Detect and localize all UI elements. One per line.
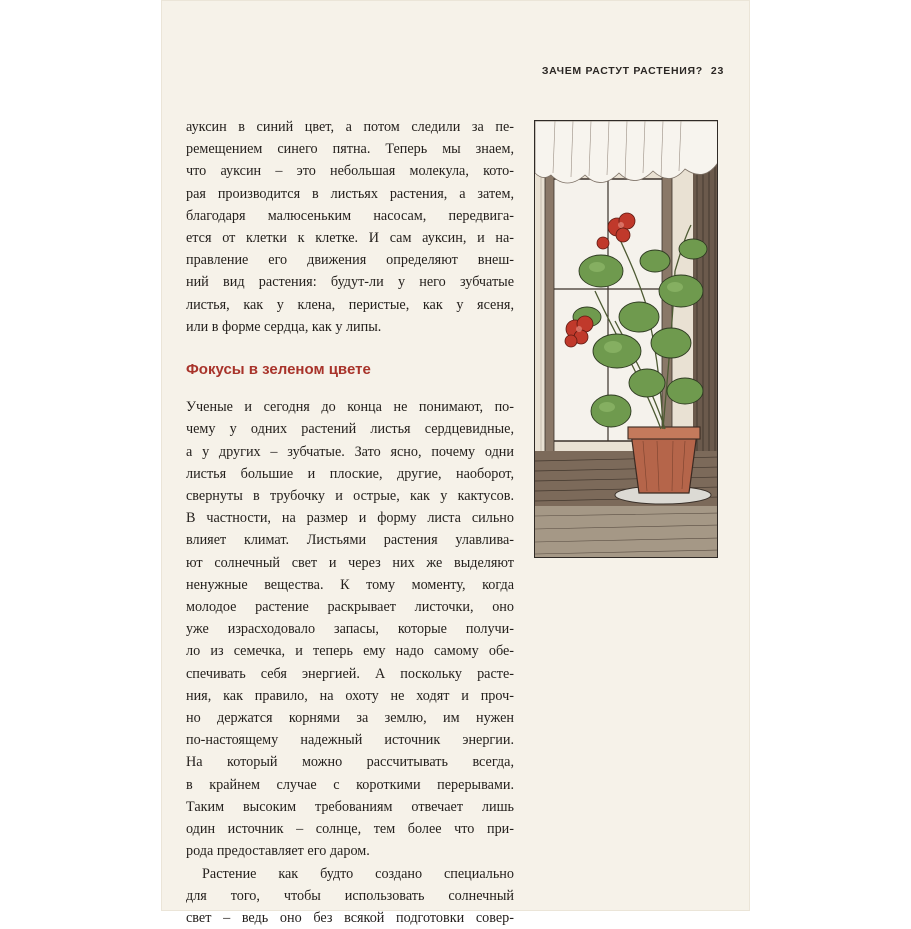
text-line: ауксин в синий цвет, а потом следили за пе- xyxy=(186,116,514,138)
text-line: ненужные вещества. К тому моменту, когда xyxy=(186,574,514,596)
text-line: а у других – зубчатые. Зато ясно, почему одни xyxy=(186,441,514,463)
text-line: свернуты в трубочку и острые, как у кактусов. xyxy=(186,485,514,507)
text-line: благодаря малюсеньким насосам, передвига- xyxy=(186,205,514,227)
text-line: один источник – солнце, тем более что при- xyxy=(186,818,514,840)
text-line: Ученые и сегодня до конца не понимают, по- xyxy=(186,396,514,418)
text-line: Таким высоким требованиям отвечает лишь xyxy=(186,796,514,818)
text-line: что ауксин – это небольшая молекула, кото- xyxy=(186,160,514,182)
text-line: ремещением синего пятна. Теперь мы знаем, xyxy=(186,138,514,160)
text-line: уже израсходовало запасы, которые получи- xyxy=(186,618,514,640)
illustration-drawing xyxy=(535,121,718,558)
section-heading: Фокусы в зеленом цвете xyxy=(186,359,514,381)
text-line: влияет климат. Листьями растения улавлива- xyxy=(186,529,514,551)
text-line: листья большие и плоские, другие, наоборот, xyxy=(186,463,514,485)
paragraph-3 xyxy=(186,863,514,929)
text-line: молодое растение раскрывает листочки, оно xyxy=(186,596,514,618)
text-line: для того, чтобы использовать солнечный xyxy=(186,885,514,907)
paragraph-2 xyxy=(186,396,514,862)
book-page xyxy=(161,0,750,911)
text-line: но держатся корнями за землю, им нужен xyxy=(186,707,514,729)
text-line: ния, как правило, на охоту не ходят и проч- xyxy=(186,685,514,707)
running-head xyxy=(542,65,724,77)
text-line: спечивать себя энергией. А поскольку расте- xyxy=(186,663,514,685)
text-line: рода предоставляет его даром. xyxy=(186,840,514,862)
text-line: ло из семечка, и теперь ему надо самому обе- xyxy=(186,640,514,662)
text-line: или в форме сердца, как у липы. xyxy=(186,316,514,338)
text-line: ется от клетки к клетке. И сам ауксин, и на- xyxy=(186,227,514,249)
text-line: На который можно рассчитывать всегда, xyxy=(186,751,514,773)
text-line: по-настоящему надежный источник энергии. xyxy=(186,729,514,751)
text-line: Растение как будто создано специально xyxy=(186,863,514,885)
text-column xyxy=(186,116,514,929)
geranium-on-windowsill-illustration xyxy=(534,120,718,558)
paragraph-1 xyxy=(186,116,514,338)
running-title: ЗАЧЕМ РАСТУТ РАСТЕНИЯ? xyxy=(542,65,703,77)
text-line: В частности, на размер и форму листа сильно xyxy=(186,507,514,529)
text-line: листья, как у клена, перистые, как у ясеня, xyxy=(186,294,514,316)
text-line: ний вид растения: будут-ли у него зубчатые xyxy=(186,271,514,293)
text-line: правление его движения определяют внеш- xyxy=(186,249,514,271)
page-number: 23 xyxy=(711,65,724,77)
text-line: в крайнем случае с короткими перерывами. xyxy=(186,774,514,796)
text-line: ют солнечный свет и через них же выделяют xyxy=(186,552,514,574)
text-line: рая производится в листьях растения, а затем, xyxy=(186,183,514,205)
text-line: чему у одних растений листья сердцевидные, xyxy=(186,418,514,440)
text-line: свет – ведь оно без всякой подготовки совер- xyxy=(186,907,514,929)
